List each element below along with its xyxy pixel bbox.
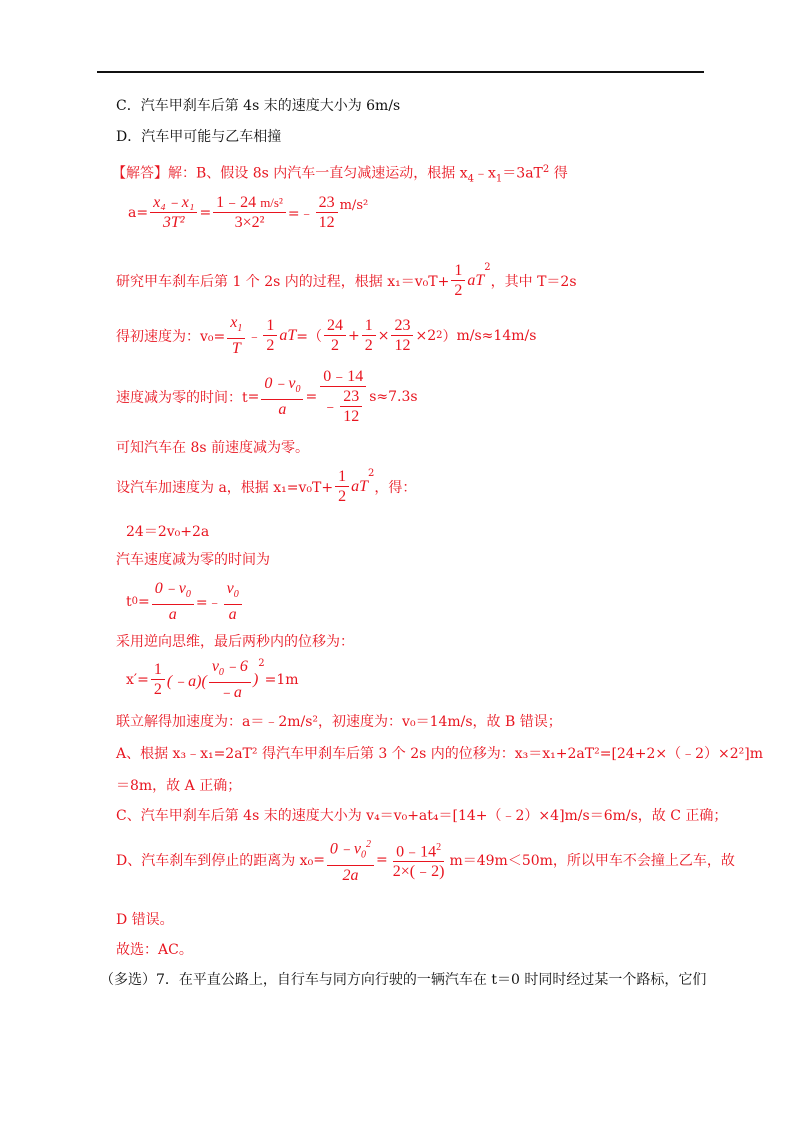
a-line-2: ＝8m，故 A 正确； <box>116 778 242 794</box>
study-line: 研究甲车刹车后第 1 个 2s 内的过程，根据 x₁＝v₀T+ $\frac{1}{2}$ aT $^2$ ， 其中 T＝2s <box>116 262 577 299</box>
d-line: D、汽车刹车到停止的距离为 x₀ = $\frac{0﹣v_0^2}{2a}$ = $\frac{0﹣14^2}{2\times(﹣2)}$ m＝49m＜50m，所以甲车不会撞上乙车，故 <box>116 836 735 884</box>
eq-a-num1: x₄﹣x₁ <box>150 194 197 213</box>
assume-text-2: ，得： <box>374 479 417 496</box>
assume-text-1: 设汽车加速度为 a，根据 x₁=v₀T+ <box>116 479 334 496</box>
header-rule <box>97 71 704 73</box>
x-prime-equation: x′= $\frac{1}{2}$ (﹣a)( $\frac{v_0﹣6}{﹣a}$ ) 2 =1m <box>126 658 299 702</box>
answer-intro-tail: 得 <box>553 165 568 182</box>
v0-result: m/s≈14m/s <box>456 327 537 344</box>
next-question: （多选）7．在平直公路上，自行车与同方向行驶的一辆汽车在 t＝0 时同时经过某一个路标，它们 <box>100 972 707 988</box>
eq-a-den1: 3T² <box>162 214 185 231</box>
a-line-1: A、根据 x₃﹣x₁=2aT² 得汽车甲刹车后第 3 个 2s 内的位移为：x₃＝x₁+2aT²=[24+2×（﹣2）×2²]m <box>116 746 763 762</box>
eq-a-den2: 3×2² <box>234 214 265 231</box>
stop-time-text: 汽车速度减为零的时间为 <box>116 552 270 568</box>
d-line-1: D、汽车刹车到停止的距离为 x₀ <box>116 852 314 869</box>
choose: 故选：AC。 <box>116 942 193 958</box>
option-d: D．汽车甲可能与乙车相撞 <box>116 129 282 145</box>
zero-time-result: s≈7.3s <box>369 388 418 405</box>
study-text-1: 研究甲车刹车后第 1 个 2s 内的过程，根据 x₁＝v₀T+ <box>116 273 450 290</box>
eq-a-unit: m/s² <box>260 195 283 210</box>
eq-a-lhs: a <box>128 204 137 221</box>
zero-time-label: 速度减为零的时间：t <box>116 389 248 406</box>
eq-a-unit2: m/s² <box>339 198 369 213</box>
v0-line: 得初速度为：v₀= $\frac{x_1}{T}$ ﹣ $\frac{1}{2}$ aT =（ $\frac{24}{2}$ + $\frac{1}{2}$ × $\frac{23}{12}$ ×2 2 ） m/s≈14m/s <box>116 314 537 358</box>
d-line-2: m＝49m＜50m，所以甲车不会撞上乙车，故 <box>449 852 735 869</box>
v0-label: 得初速度为：v₀= <box>116 328 226 345</box>
reverse-text: 采用逆向思维，最后两秒内的位移为： <box>116 634 354 650</box>
assume-line: 设汽车加速度为 a，根据 x₁=v₀T+ $\frac{1}{2}$ aT $^2$ ，得： <box>116 468 417 505</box>
study-text-2: 其中 T＝2s <box>504 273 577 290</box>
answer-intro: 解：B、假设 8s 内汽车一直匀减速运动，根据 x <box>168 165 468 182</box>
zero-time-line: 速度减为零的时间：t = $\frac{0﹣v_0}{a}$ = 0﹣14 ﹣ $\frac{23}{12}$ s≈7.3s <box>116 368 418 425</box>
eq-24: 24＝2v₀+2a <box>126 524 210 540</box>
equation-a: a = $\frac{\text{x₄﹣x₁}}{\text{3T²}}$ = $\frac{\text{1﹣24 m/s²}}{\text{3×2²}}$ =﹣ $\frac{23}{12}$ m/s² <box>128 194 369 231</box>
answer-tag: 【解答】 <box>112 165 168 182</box>
d-line-3: D 错误。 <box>116 912 174 928</box>
know-text: 可知汽车在 8s 前速度减为零。 <box>116 440 309 456</box>
eq-a-num2: 1﹣24 <box>216 194 257 211</box>
joint-text: 联立解得加速度为：a＝﹣2m/s²，初速度为：v₀＝14m/s，故 B 错误； <box>116 714 562 730</box>
t0-equation: t 0 = $\frac{0﹣v_0}{a}$ =﹣ $\frac{v_0}{a}$ <box>126 580 244 623</box>
eq-a-den3: 12 <box>318 214 335 231</box>
eq-a-num3: 23 <box>316 194 338 213</box>
option-c: C．汽车甲刹车后第 4s 末的速度大小为 6m/s <box>116 98 401 114</box>
c-line: C、汽车甲刹车后第 4s 末的速度大小为 v₄＝v₀+at₄＝[14+（﹣2）×4]m/s＝6m/s，故 C 正确； <box>116 808 728 824</box>
answer-intro-line: 【解答】解：B、假设 8s 内汽车一直匀减速运动，根据 $x_4﹣x_1=3aT^2$ 得 <box>112 164 568 185</box>
